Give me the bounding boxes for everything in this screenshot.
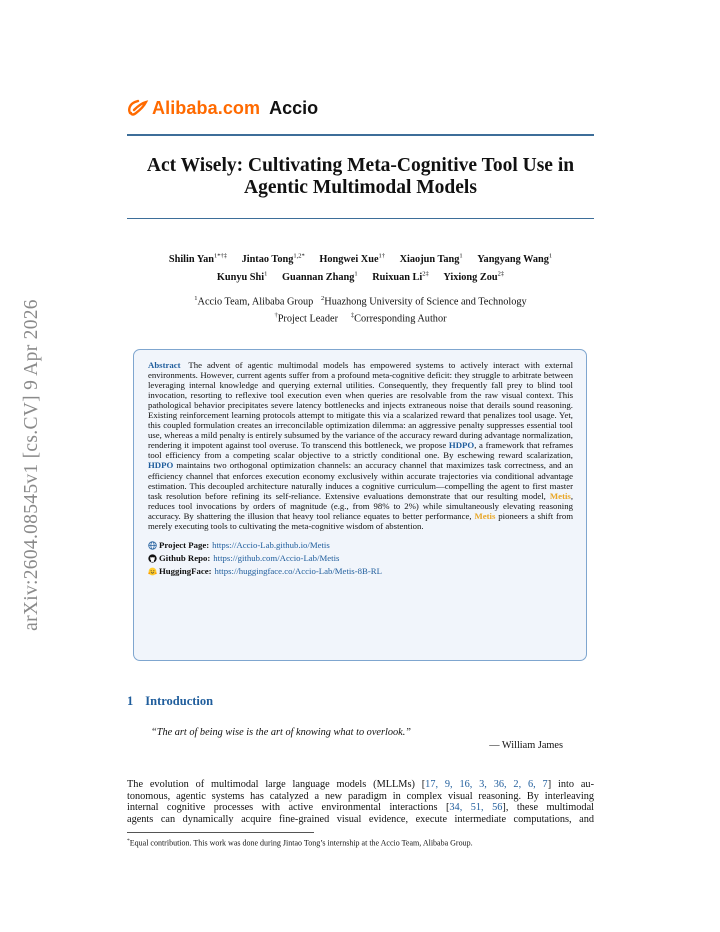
alibaba-logo-icon bbox=[127, 98, 149, 118]
abstract-heading: Abstract bbox=[148, 360, 181, 370]
huggingface-link[interactable] bbox=[148, 565, 573, 578]
huggingface-icon bbox=[148, 567, 157, 576]
author: Jintao Tong$^{1,2*}$ bbox=[241, 253, 305, 266]
author: Yangyang Wang$^1$ bbox=[477, 253, 553, 266]
affiliation-line: $^1$Accio Team, Alibaba Group $^2$Huazhong University of Science and Technology bbox=[194, 295, 527, 308]
github-repo-link[interactable] bbox=[148, 552, 573, 565]
globe-icon bbox=[148, 541, 157, 550]
epigraph-author: — William James bbox=[489, 740, 563, 751]
model-name: Metis bbox=[549, 490, 571, 501]
author: Ruixuan $Li^{2\ddagger}$ bbox=[372, 270, 429, 283]
text-line: tonomous, agentic systems has catalyzed a new paradigm in complex visual reasoning. By interleaving bbox=[127, 790, 594, 802]
arxiv-side-stamp bbox=[14, 265, 50, 665]
github-icon bbox=[148, 554, 157, 563]
author-row bbox=[127, 267, 594, 284]
product-name: Accio bbox=[269, 97, 319, 118]
citation[interactable]: 17, 9, 16, 3, 36, 2, 6, 7 bbox=[425, 779, 548, 790]
author: Shilin Yan$^{1*\dagger\ddagger}$ bbox=[168, 253, 227, 266]
arxiv-identifier: arXiv:2604.08545v1 [cs.CV] 9 Apr 2026 bbox=[21, 299, 42, 631]
affiliations bbox=[127, 292, 594, 327]
link-label: Project Page: bbox=[159, 539, 210, 550]
title-bottom-rule bbox=[127, 218, 594, 219]
intro-paragraph bbox=[127, 779, 594, 825]
brand-name: Alibaba.com bbox=[152, 97, 261, 118]
model-name: Metis bbox=[474, 510, 496, 521]
section-title: Introduction bbox=[145, 694, 214, 708]
author: Hongwei Xue$^{1\dagger}$ bbox=[319, 253, 386, 266]
method-name: HDPO bbox=[448, 440, 475, 451]
author-row bbox=[127, 250, 594, 267]
abstract-text: Abstract The advent of agentic multimodal models has empowered systems to actively interact with external environments. However, current agents suffer from a profound meta-cognitive deficit: they struggle to arbitrate between leveraging internal knowledge and querying external utilities. Consequently, they frequently fall prey to blind tool invocation, resorting to reflexive tool execution even when queries are resolvable from the raw visual context. This pathological behavior precipitates severe latency bottlenecks and injects extraneous noise that derails sound reasoning. Existing reinforcement learning protocols attempt to mitigate this via a scalarized reward that penalizes tool usage. Yet, this coupled formulation creates an irreconcilable optimization dilemma: an aggressive penalty suppresses essential tool use, whereas a mild penalty is entirely subsumed by the variance of the accuracy reward during advantage normalization, rendering it impotent against tool overuse. To transcend this bottleneck, we propose HDPO, a framework that reframes tool efficiency from a competing scalar objective to a strictly conditional one. By eschewing reward scalarization, HDPO maintains two orthogonal optimization channels: an accuracy channel that maximizes task correctness, and an efficiency channel that enforces execution economy exclusively within accurate trajectories via conditional advantage estimation. This decoupled architecture naturally induces a cognitive curriculum—compelling the agent to first master task resolution before refining its self-reliance. Extensive evaluations demonstrate that our resulting model, Metis, reduces tool invocations by orders of magnitude (e.g., from 98% to 2%) while simultaneously elevating reasoning accuracy. By shattering the illusion that heavy tool reliance equates to better performance, Metis pioneers a shift from merely executing tools to cultivating the meta-cognitive wisdom of abstention. bbox=[148, 360, 574, 531]
epigraph-quote: “The art of being wise is the art of knowing what to overlook.” bbox=[151, 727, 411, 738]
text-line: internal cognitive processes with active environmental interactions [34, 51, 56], these multimodal bbox=[127, 802, 594, 814]
link-url[interactable]: https://github.com/Accio-Lab/Metis bbox=[213, 552, 340, 563]
title-line: Agentic Multimodal Models bbox=[244, 177, 477, 198]
section-number: 1 bbox=[127, 694, 134, 708]
link-url[interactable]: https://Accio-Lab.github.io/Metis bbox=[212, 539, 330, 550]
text-line: agents can dynamically acquire fine-grained visual evidence, execute intermediate computations, and bbox=[127, 813, 594, 825]
role-notes: †Project Leader ‡Corresponding Author bbox=[274, 312, 447, 325]
author: Xiaojun Tang$^1$ bbox=[399, 253, 463, 266]
footnote-rule bbox=[127, 832, 314, 833]
link-label: HuggingFace: bbox=[159, 565, 212, 576]
text-line: The evolution of multimodal large language models (MLLMs) [17, 9, 16, 3, 36, 2, 6, 7] into au- bbox=[127, 779, 594, 790]
project-page-link[interactable] bbox=[148, 539, 573, 552]
resource-links bbox=[148, 539, 573, 578]
author-list bbox=[127, 250, 594, 285]
abstract-box bbox=[133, 349, 587, 661]
author: Kunyu Shi$^1$ bbox=[216, 270, 268, 283]
title-top-rule bbox=[127, 134, 594, 136]
author: Guannan Zhang$^1$ bbox=[281, 270, 358, 283]
link-url[interactable]: https://huggingface.co/Accio-Lab/Metis-8B-RL bbox=[214, 565, 382, 576]
header-logo bbox=[127, 96, 318, 120]
section-heading bbox=[127, 694, 213, 709]
paper-title bbox=[127, 155, 594, 199]
method-name: HDPO bbox=[148, 460, 174, 471]
footnote: *Equal contribution. This work was done during Jintao Tong’s internship at the Accio Team, Alibaba Group. bbox=[127, 838, 473, 848]
citation[interactable]: 34, 51, 56 bbox=[449, 802, 503, 814]
title-line: Act Wisely: Cultivating Meta-Cognitive Tool Use in bbox=[146, 155, 575, 176]
author: Yixiong Zou$^{2\ddagger}$ bbox=[443, 270, 505, 283]
link-label: Github Repo: bbox=[159, 552, 211, 563]
